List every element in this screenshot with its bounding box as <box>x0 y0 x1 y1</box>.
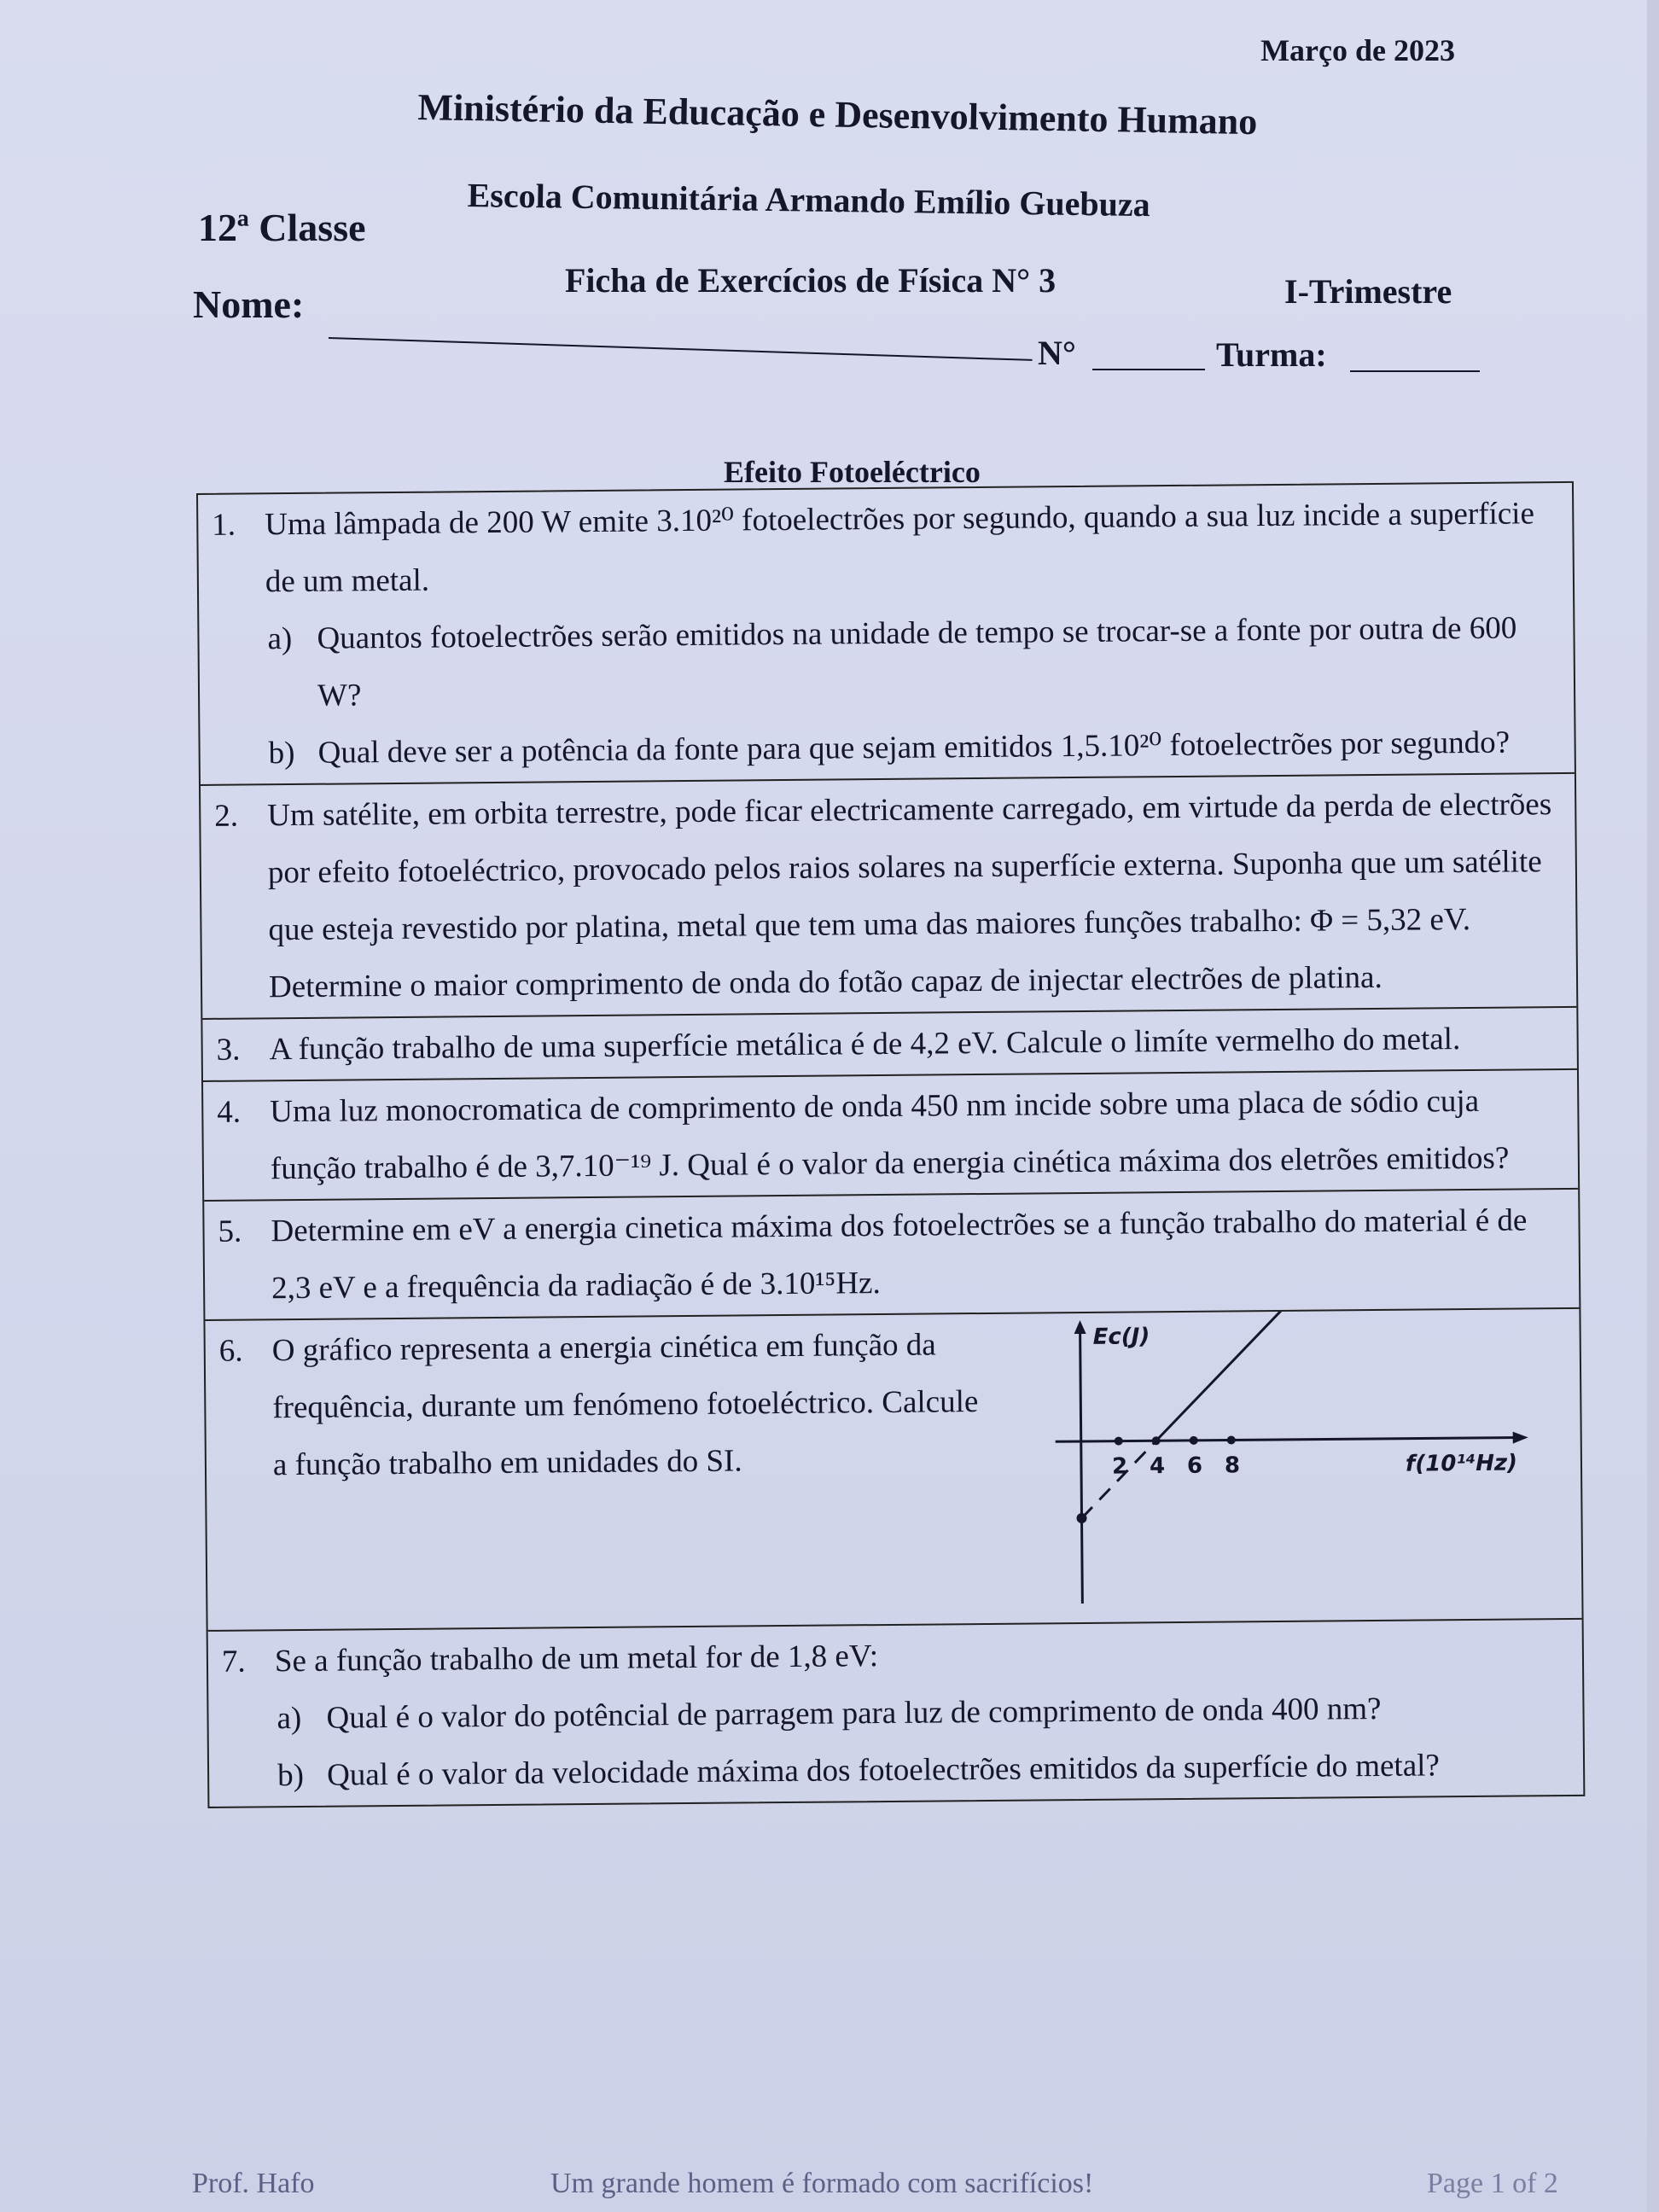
question-number: 5. <box>218 1214 242 1249</box>
footer-motto: Um grande homem é formado com sacrifícios! <box>550 2168 1094 2199</box>
question-text: Uma lâmpada de 200 W emite 3.10²⁰ fotoelectrões por segundo, quando a sua luz incide a superfície de um metal. <box>265 496 1535 600</box>
number-label: N° <box>1038 334 1076 372</box>
x-axis-arrow <box>1513 1431 1528 1443</box>
question-text: Uma luz monocromatica de comprimento de onda 450 nm incide sobre uma placa de sódio cuja função trabalho é de 3,7.10⁻¹⁹ J. Qual é o valor da energia cinética máxima dos eletrões emitidos? <box>270 1083 1510 1187</box>
y-axis-label: Ec(J) <box>1092 1324 1150 1350</box>
sub-question-label: b) <box>276 1757 305 1794</box>
sub-question-text: Quantos fotoelectrões serão emitidos na unidade de tempo se trocar-se a fonte por outra de 600 W? <box>317 610 1517 713</box>
question-number: 2. <box>214 798 239 834</box>
class-group-field-line <box>1350 370 1480 372</box>
x-tick-label: 8 <box>1224 1452 1241 1479</box>
kinetic-energy-line <box>1155 1309 1318 1441</box>
question-6 <box>205 1307 1581 1630</box>
question-number: 4. <box>217 1094 242 1130</box>
number-field-line <box>1092 369 1205 370</box>
x-tick-label: 2 <box>1111 1453 1128 1480</box>
footer-page-number: Page 1 of 2 <box>1427 2168 1558 2199</box>
y-axis <box>1080 1324 1083 1604</box>
y-axis-arrow <box>1074 1320 1086 1334</box>
x-tick-mark <box>1190 1436 1198 1445</box>
question-3 <box>202 1006 1577 1080</box>
kinetic-energy-graph <box>1045 1309 1560 1621</box>
sub-question-label: a) <box>276 1700 302 1737</box>
x-tick-label: 6 <box>1186 1452 1203 1479</box>
worksheet-title: Ficha de Exercícios de Física N° 3 <box>565 261 1057 300</box>
question-number: 1. <box>212 507 236 543</box>
questions-table <box>196 481 1585 1808</box>
x-tick-label: 4 <box>1149 1453 1166 1480</box>
ministry-heading: Ministério da Educação e Desenvolvimento Humano <box>417 85 1258 143</box>
question-text: O gráfico representa a energia cinética em função da frequência, durante um fenómeno fotoeléctrico. Calcule a função trabalho em unidades do SI. <box>271 1327 979 1483</box>
sub-question-label: b) <box>268 736 295 771</box>
question-number: 3. <box>216 1032 241 1068</box>
term-label: I-Trimestre <box>1284 272 1452 311</box>
question-7 <box>208 1618 1584 1807</box>
class-group-label: Turma: <box>1216 335 1327 374</box>
name-field-line <box>329 337 1033 361</box>
question-5 <box>204 1188 1579 1319</box>
x-axis <box>1056 1437 1525 1441</box>
x-tick-mark <box>1115 1437 1123 1446</box>
question-text: Se a função trabalho de um metal for de 1,8 eV: <box>274 1639 879 1679</box>
question-2 <box>201 772 1576 1018</box>
sub-question-text: Qual é o valor do potêncial de parragem para luz de comprimento de onda 400 nm? <box>326 1691 1382 1736</box>
sub-question <box>213 713 1557 783</box>
question-4 <box>203 1068 1578 1200</box>
sub-question <box>212 599 1557 725</box>
x-axis-label: f(10¹⁴Hz) <box>1405 1450 1518 1477</box>
sub-question-label: a) <box>267 621 293 657</box>
question-number: 7. <box>221 1644 246 1679</box>
class-label: 12ª Classe <box>198 206 366 249</box>
extrapolated-line <box>1081 1441 1157 1518</box>
school-heading: Escola Comunitária Armando Emílio Guebuza <box>467 175 1150 224</box>
footer-author: Prof. Hafo <box>192 2168 315 2199</box>
question-number: 6. <box>218 1333 243 1369</box>
question-1 <box>198 483 1575 784</box>
question-text: A função trabalho de uma superfície metálica é de 4,2 eV. Calcule o limíte vermelho do metal. <box>269 1022 1461 1068</box>
y-intercept-point <box>1076 1513 1086 1523</box>
section-title: Efeito Fotoeléctrico <box>724 455 981 489</box>
name-label: Nome: <box>193 282 305 326</box>
sub-question <box>223 1736 1567 1805</box>
sub-question-text: Qual é o valor da velocidade máxima dos fotoelectrões emitidos da superfície do metal? <box>326 1748 1441 1793</box>
x-tick-mark <box>1227 1435 1236 1444</box>
document-date: Março de 2023 <box>1260 33 1455 67</box>
sub-question-text: Qual deve ser a potência da fonte para que sejam emitidos 1,5.10²⁰ fotoelectrões por segundo? <box>317 725 1511 771</box>
question-text: Um satélite, em orbita terrestre, pode ficar electricamente carregado, em virtude da perda de electrões por efeito fotoeléctrico, provocado pelos raios solares na superfície externa. Suponha que um satélite que esteja revestido por platina, metal que tem uma das maiores funções trabalho: Φ = 5,32 eV. Determine o maior comprimento de onda do fotão capaz de injectar electrões de platina. <box>267 787 1552 1005</box>
question-text: Determine em eV a energia cinetica máxima dos fotoelectrões se a função trabalho do material é de 2,3 eV e a frequência da radiação é de 3.10¹⁵Hz. <box>271 1202 1528 1307</box>
